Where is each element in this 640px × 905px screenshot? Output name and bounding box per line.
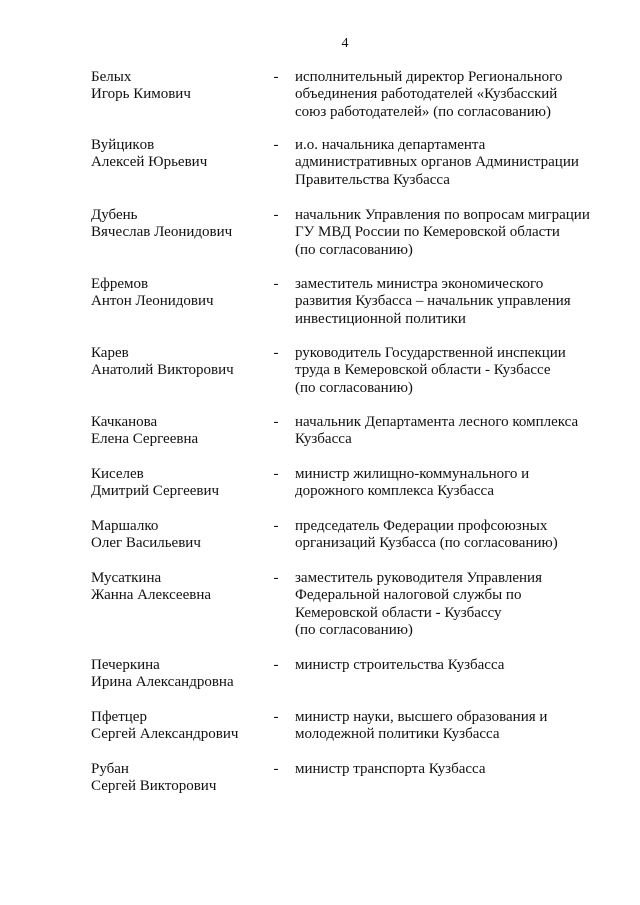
member-role [295, 345, 625, 397]
member-surname: Печеркина [91, 657, 160, 673]
member-given-names: Антон Леонидович [91, 293, 214, 310]
member-role-line: министр науки, высшего образования и [295, 709, 548, 725]
member-role-line: (по согласованию) [295, 241, 413, 258]
member-role-line: Кузбасса [295, 431, 352, 448]
member-role-line: Правительства Кузбасса [295, 171, 450, 188]
member-name [91, 761, 266, 796]
member-role-line: дорожного комплекса Кузбасса [295, 483, 494, 500]
member-role-line: союз работодателей» (по согласованию) [295, 103, 552, 120]
member-name [91, 709, 266, 744]
member-given-names: Жанна Алексеевна [91, 587, 211, 604]
member-name [91, 207, 266, 242]
member-surname: Вуйцикoв [91, 137, 155, 153]
member-role [295, 276, 625, 328]
member-name [91, 518, 266, 553]
member-role-line: начальник Департамента лесного комплекса [295, 414, 579, 430]
member-name [91, 570, 266, 605]
member-role-line: исполнительный директор Регионального [295, 69, 563, 85]
member-name [91, 657, 266, 692]
member-dash: - [273, 345, 279, 361]
member-role [295, 657, 625, 674]
member-role-line: Кемеровской области - Кузбассу [295, 604, 502, 621]
member-role-line: министр строительства Кузбасса [295, 657, 505, 673]
member-dash: - [273, 466, 279, 482]
member-surname: Качканова [91, 414, 158, 430]
member-given-names: Вячеслав Леонидович [91, 224, 233, 241]
member-dash: - [273, 414, 279, 430]
member-name [91, 414, 266, 449]
member-role-line: заместитель министра экономического [295, 276, 544, 292]
member-role [295, 518, 625, 553]
member-dash: - [273, 570, 279, 586]
member-given-names: Игорь Кимович [91, 86, 191, 103]
member-given-names: Сергей Викторович [91, 778, 217, 795]
member-role-line: начальник Управления по вопросам миграции [295, 207, 590, 223]
member-role [295, 709, 625, 744]
member-role-line: заместитель руководителя Управления [295, 570, 542, 586]
member-role-line: молодежной политики Кузбасса [295, 726, 500, 743]
member-role-line: Федеральной налоговой службы по [295, 587, 522, 604]
member-role-line: председатель Федерации профсоюзных [295, 518, 548, 534]
member-role-line: развития Кузбасса – начальник управления [295, 293, 571, 310]
member-dash: - [273, 207, 279, 223]
member-surname: Рубан [91, 761, 129, 777]
member-surname: Киселев [91, 466, 144, 482]
member-given-names: Ирина Александровна [91, 674, 234, 691]
member-role-line: и.о. начальника департамента [295, 137, 486, 153]
member-name [91, 345, 266, 380]
member-surname: Ефремов [91, 276, 149, 292]
member-role [295, 466, 625, 501]
member-name [91, 466, 266, 501]
member-surname: Маршалко [91, 518, 159, 534]
member-surname: Дубень [91, 207, 138, 223]
member-given-names: Анатолий Викторович [91, 362, 234, 379]
member-role-line: (по согласованию) [295, 622, 413, 639]
member-name [91, 276, 266, 311]
member-role-line: труда в Кемеровской области - Кузбассе [295, 362, 551, 379]
member-given-names: Алексей Юрьевич [91, 154, 208, 171]
member-role-line: административных органов Администрации [295, 154, 579, 171]
member-role-line: ГУ МВД России по Кемеровской области [295, 224, 560, 241]
member-dash: - [273, 69, 279, 85]
member-role [295, 414, 625, 449]
member-dash: - [273, 761, 279, 777]
member-dash: - [273, 709, 279, 725]
member-dash: - [273, 137, 279, 153]
member-role [295, 137, 625, 189]
member-surname: Пфетцер [91, 709, 147, 725]
member-dash: - [273, 657, 279, 673]
member-role [295, 761, 625, 778]
member-role-line: объединения работодателей «Кузбасский [295, 86, 558, 103]
member-role-line: руководитель Государственной инспекции [295, 345, 566, 361]
member-given-names: Елена Сергеевна [91, 431, 199, 448]
member-role [295, 207, 625, 259]
member-name [91, 137, 266, 172]
member-role-line: инвестиционной политики [295, 310, 466, 327]
member-surname: Белых [91, 69, 132, 85]
member-given-names: Олег Васильевич [91, 535, 201, 552]
member-name [91, 69, 266, 104]
member-role-line: организаций Кузбасса (по согласованию) [295, 535, 558, 552]
member-dash: - [273, 518, 279, 534]
member-given-names: Сергей Александрович [91, 726, 239, 743]
member-dash: - [273, 276, 279, 292]
member-role-line: (по согласованию) [295, 379, 413, 396]
member-surname: Карев [91, 345, 129, 361]
page-number: 4 [341, 36, 349, 51]
member-surname: Мусаткина [91, 570, 162, 586]
member-role-line: министр транспорта Кузбасса [295, 761, 486, 777]
member-role [295, 69, 625, 121]
member-role [295, 570, 625, 640]
member-role-line: министр жилищно-коммунального и [295, 466, 530, 482]
member-given-names: Дмитрий Сергеевич [91, 483, 220, 500]
